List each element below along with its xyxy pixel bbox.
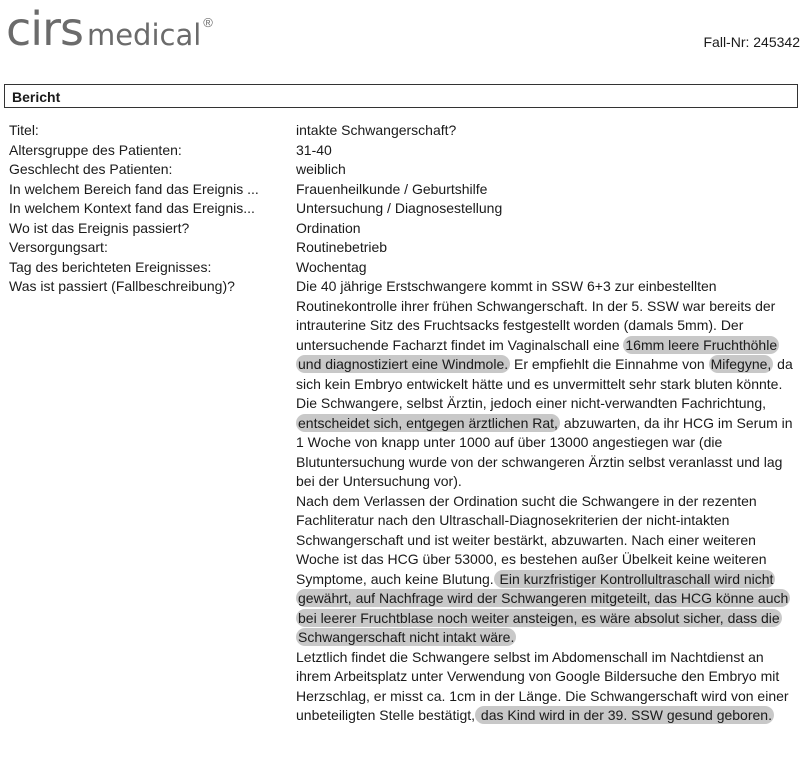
field-label: Versorgungsart: [9, 239, 108, 255]
description-text: abzuwarten, da ihr HCG im Serum in 1 Woche von knapp unter 1000 auf über 13000 angestiegen war (die Blutuntersuchung wurde von der schwangeren Ärztin selbst veranlasst und lag bei der Untersuchung vor). [296, 414, 793, 489]
description-paragraph [296, 277, 800, 492]
description-text: Nach dem Verlassen der Ordination sucht die Schwangere in der rezenten Fachliteratur nach den Ultraschall-Diagnosekriterien der nicht-intakten Schwangerschaft und ist weiter bestärkt, abzuwarten. Nach einer weiteren Woche ist das HCG über 53000, es bestehen außer Übelkeit keine weiteren Symptome, auch keine Blutung. [296, 492, 767, 587]
field-value: intakte Schwangerschaft? [296, 122, 457, 138]
logo-medical-text: medical [86, 18, 202, 52]
description-paragraph [296, 492, 800, 648]
field-value: Ordination [296, 219, 361, 236]
description-paragraph [296, 648, 800, 726]
field-value: Frauenheilkunde / Geburtshilfe [296, 180, 488, 197]
description-text: Die 40 jährige Erstschwangere kommt in SSW 6+3 zur einbestellten Routinekontrolle ihrer frühen Schwangerschaft. In der 5. SSW war bereits der intrauterine Sitz des Fruchtsacks festgestellt worden (damals 5mm). Der untersuchende Facharzt findet im Vaginalschall eine [296, 278, 776, 353]
field-label: In welchem Bereich fand das Ereignis ... [9, 180, 259, 197]
field-label: Tag des berichteten Ereignisses: [9, 258, 212, 275]
field-label: In welchem Kontext fand das Ereignis... [9, 200, 255, 216]
description-text: da sich kein Embryo entwickelt hätte und es unvermittelt sehr stark bluten könnte. Die Schwangere, selbst Ärztin, jedoch einer nicht-verwandten Fachrichtung, [296, 356, 793, 411]
field-value: Routinebetrieb [296, 239, 388, 255]
field-row [9, 219, 800, 239]
field-row [9, 258, 800, 278]
report-fields [9, 121, 800, 726]
description-text: Letztlich findet die Schwangere selbst im Abdomenschall im Nachtdienst an ihrem Arbeitsplatz unter Verwendung von Google Bildersuche den Embryo mit Herzschlag, er misst ca. 1cm in der Länge. Die Schwangerschaft wird von einer unbeteiligten Stelle bestätigt, [296, 648, 789, 723]
field-label: Was ist passiert (Fallbeschreibung)? [9, 278, 235, 294]
field-row [9, 141, 800, 161]
highlighted-text: das Kind wird in der 39. SSW gesund geboren. [477, 707, 772, 723]
section-title-bericht: Bericht [4, 84, 798, 108]
field-row-description [9, 277, 800, 726]
highlighted-text: Ein kurzfristiger Kontrollultraschall wird nicht gewährt, auf Nachfrage wird der Schwangeren mitgeteilt, das HCG könne auch bei leerer Fruchtblase noch weiter ansteigen, es wäre absolut sicher, dass die Schwangerschaft nicht intakt wäre. [298, 570, 789, 645]
field-label: Geschlecht des Patienten: [9, 161, 173, 177]
registered-mark: ® [203, 15, 213, 30]
field-row [9, 160, 800, 180]
description-text: Er empfiehlt die Einnahme von [510, 356, 709, 372]
field-value: 31-40 [296, 141, 332, 158]
field-label: Titel: [9, 122, 39, 138]
highlighted-text: 16mm leere Fruchthöhle und diagnostiziert eine Windmole. [298, 336, 778, 372]
case-description [296, 277, 800, 726]
highlighted-text: Mifegyne, [710, 356, 772, 372]
field-value: Wochentag [296, 258, 367, 275]
field-label: Altersgruppe des Patienten: [9, 141, 182, 158]
field-row [9, 180, 800, 200]
case-number: Fall-Nr: 245342 [703, 34, 800, 50]
highlighted-text: entscheidet sich, entgegen ärztlichen Rat, [298, 414, 558, 431]
field-value: weiblich [296, 161, 346, 177]
field-label: Wo ist das Ereignis passiert? [9, 219, 190, 236]
field-row [9, 199, 800, 219]
logo-cirs-text: cirs [6, 2, 83, 56]
cirs-medical-logo [6, 2, 213, 54]
field-row [9, 121, 800, 141]
field-value: Untersuchung / Diagnosestellung [296, 200, 503, 216]
field-row [9, 238, 800, 258]
